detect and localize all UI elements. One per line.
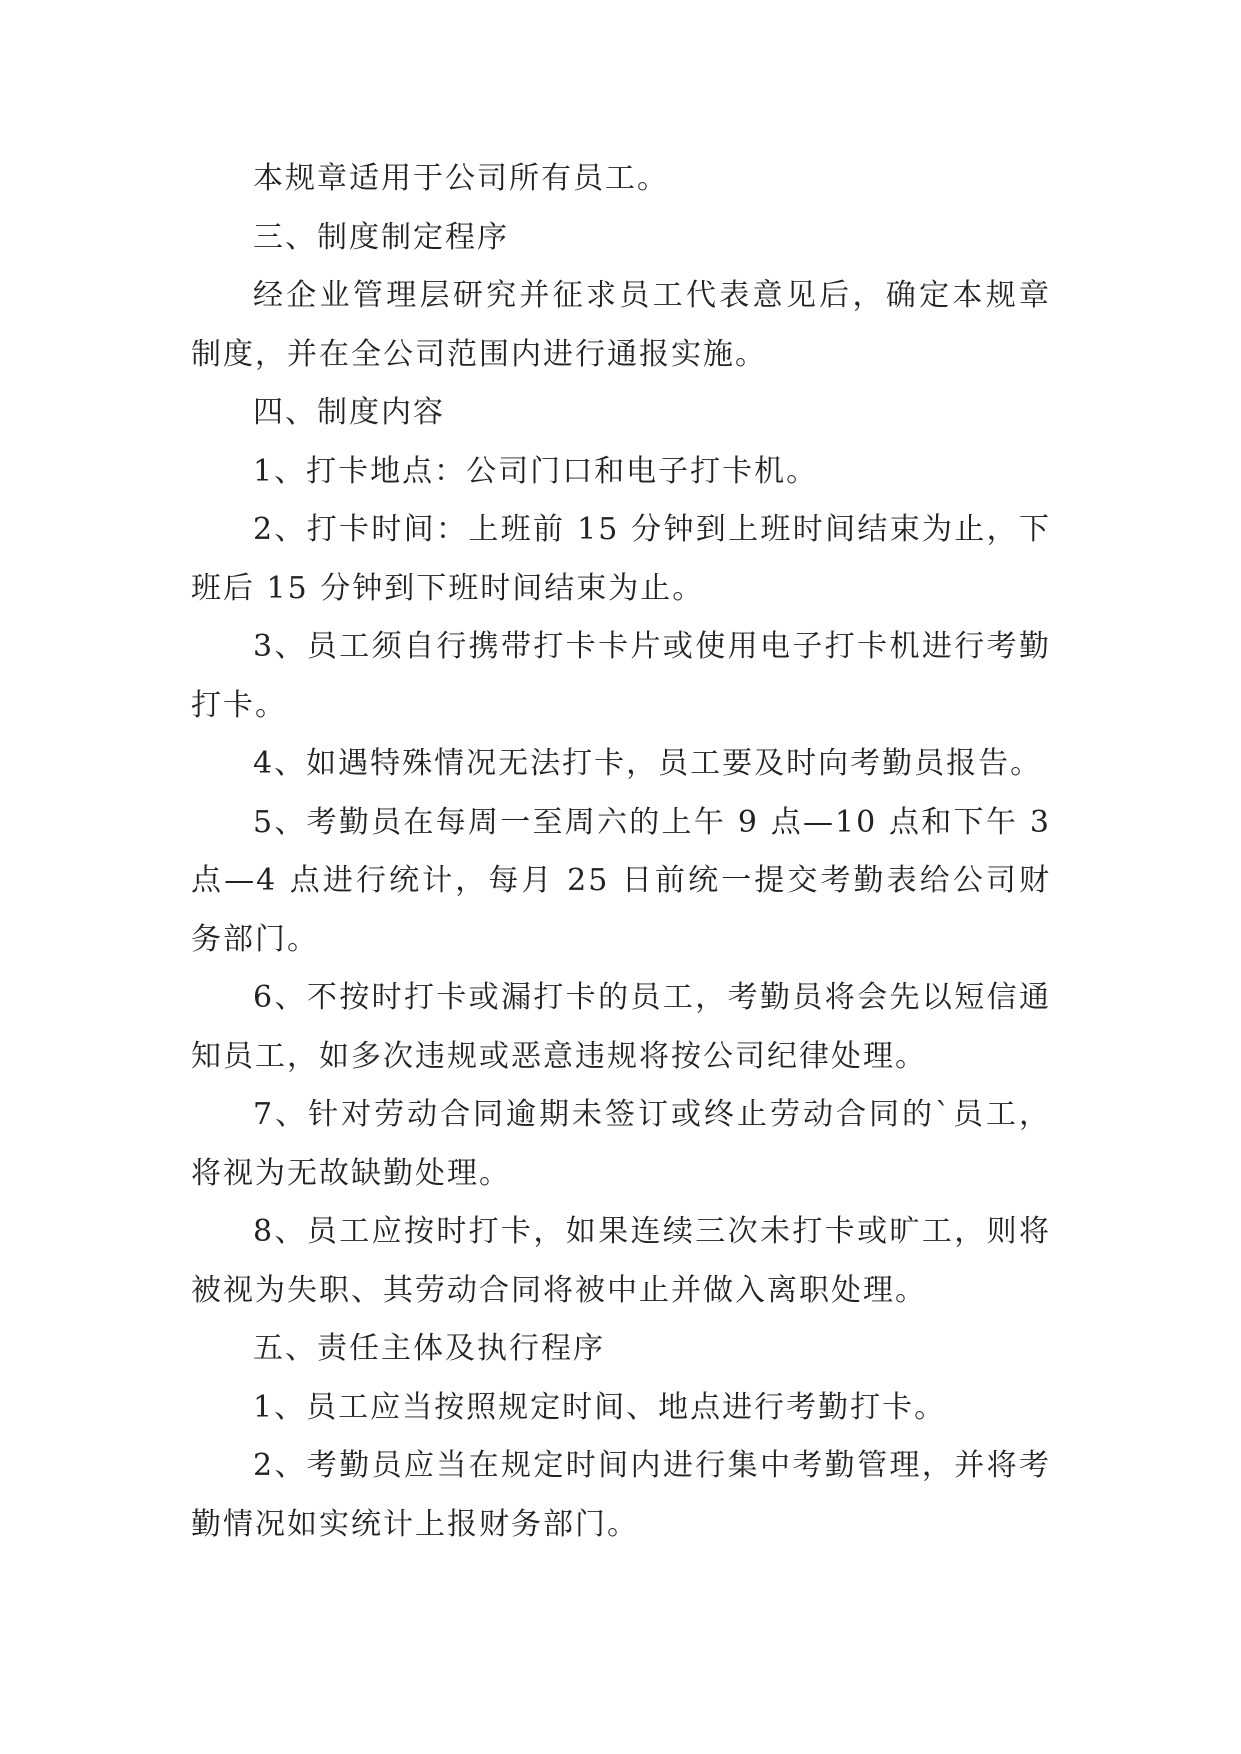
responsibility-item-2: 2、考勤员应当在规定时间内进行集中考勤管理，并将考勤情况如实统计上报财务部门。 (191, 1448, 1051, 1542)
rule-item-7: 7、针对劳动合同逾期未签订或终止劳动合同的`员工，将视为无故缺勤处理。 (191, 1097, 1051, 1191)
rule-item-8: 8、员工应按时打卡，如果连续三次未打卡或旷工，则将被视为失职、其劳动合同将被中止并做入离职处理。 (191, 1214, 1051, 1308)
rule-item-5: 5、考勤员在每周一至周六的上午 9 点—10 点和下午 3 点—4 点进行统计，每月 25 日前统一提交考勤表给公司财务部门。 (191, 804, 1051, 957)
paragraph-procedure: 经企业管理层研究并征求员工代表意见后，确定本规章制度，并在全公司范围内进行通报实施。 (191, 278, 1051, 372)
rule-item-6: 6、不按时打卡或漏打卡的员工，考勤员将会先以短信通知员工，如多次违规或恶意违规将按公司纪律处理。 (191, 980, 1051, 1074)
responsibility-item-1: 1、员工应当按照规定时间、地点进行考勤打卡。 (253, 1389, 947, 1425)
heading-section-5: 五、责任主体及执行程序 (253, 1331, 605, 1366)
heading-section-4: 四、制度内容 (253, 395, 445, 430)
rule-item-2: 2、打卡时间：上班前 15 分钟到上班时间结束为止，下班后 15 分钟到下班时间结束为止。 (191, 512, 1051, 606)
rule-item-3: 3、员工须自行携带打卡卡片或使用电子打卡机进行考勤打卡。 (191, 629, 1051, 723)
heading-section-3: 三、制度制定程序 (253, 219, 509, 255)
rule-item-4: 4、如遇特殊情况无法打卡，员工要及时向考勤员报告。 (253, 746, 1043, 781)
rule-item-1: 1、打卡地点：公司门口和电子打卡机。 (253, 453, 819, 489)
paragraph-scope: 本规章适用于公司所有员工。 (253, 161, 669, 196)
document-body (191, 150, 1051, 1554)
